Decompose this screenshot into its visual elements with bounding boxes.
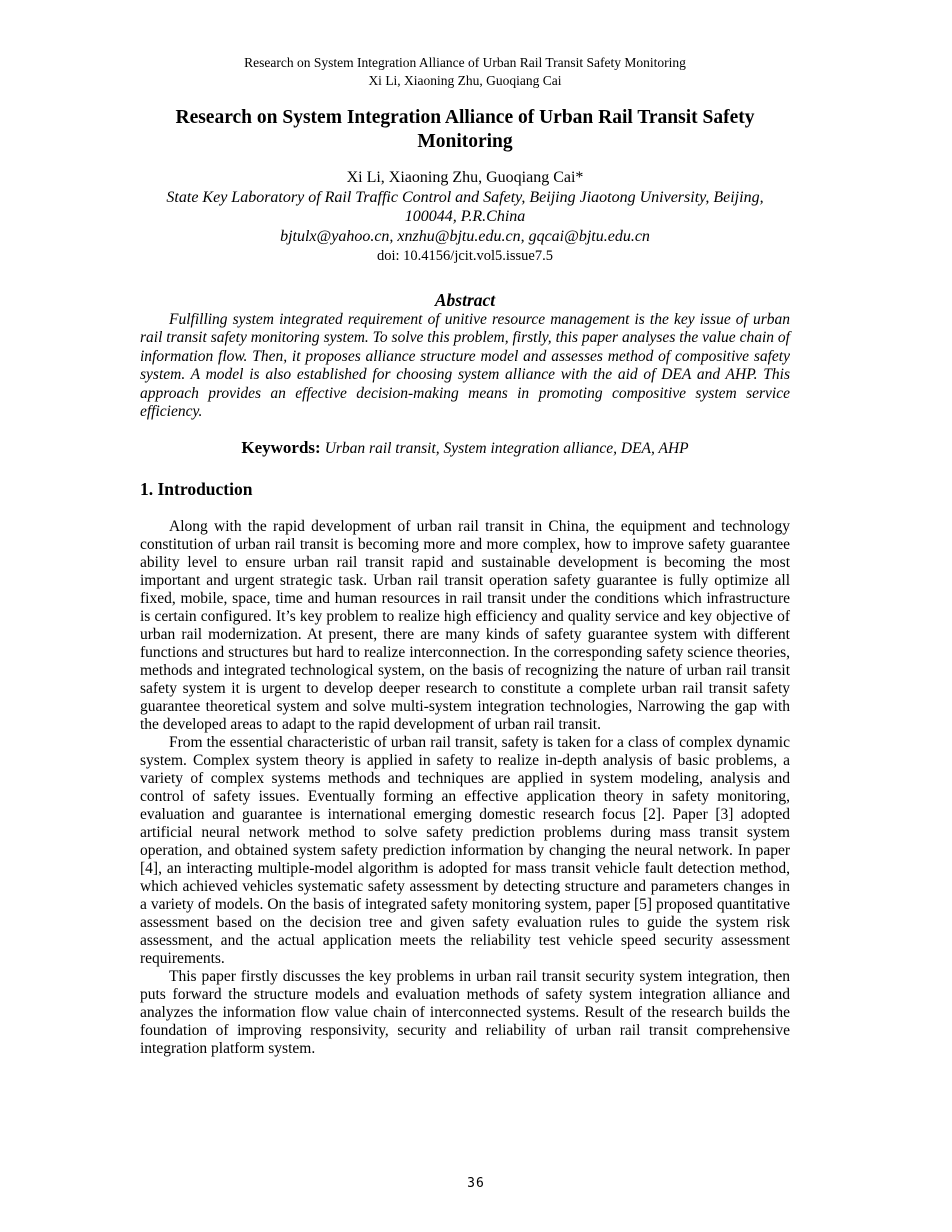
authors-line: Xi Li, Xiaoning Zhu, Guoqiang Cai* [346, 169, 584, 186]
running-head-authors: Xi Li, Xiaoning Zhu, Guoqiang Cai [368, 73, 562, 88]
page-number: 36 [467, 1176, 485, 1191]
byline-block [140, 168, 790, 267]
keywords-label: Keywords: [241, 437, 321, 457]
paper-title: Research on System Integration Alliance of Urban Rail Transit Safety Monitoring [175, 107, 755, 152]
intro-paragraph-1: Along with the rapid development of urban rail transit in China, the equipment and technology constitution of urban rail transit is becoming more and more complex, how to improve safety guarantee ability level to ensure urban rail transit rapid and sustainable development is becoming the most important and urgent strategic task. Urban rail transit operation safety guarantee is fully optimize all fixed, mobile, space, time and human resources in rail transit under the conditions which infrastructure is certain configured. It’s key problem to realize high efficiency and quality service and key objective of urban rail modernization. At present, there are many kinds of safety guarantee system with different functions and structures but hard to realize interconnection. In the corresponding safety science theories, methods and integrated technological system, on the basis of recognizing the nature of urban rail transit safety system it is urgent to develop deeper research to constitute a complete urban rail transit safety guarantee theoretical system and solve multi-system integration technologies, Narrowing the gap with the developed areas to adapt to the rapid development of urban rail transit. [140, 517, 790, 733]
page-content [140, 0, 790, 1058]
abstract-heading: Abstract [434, 289, 496, 310]
doi-line: doi: 10.4156/jcit.vol5.issue7.5 [376, 247, 553, 264]
intro-paragraph-2: From the essential characteristic of urban rail transit, safety is taken for a class of complex dynamic system. Complex system theory is applied in safety to realize in-depth analysis of basic problems, a variety of complex systems methods and techniques are applied in system modeling, analysis and control of safety issues. Eventually forming an effective application theory in safety monitoring, evaluation and guarantee is international emerging domestic research focus [2]. Paper [3] adopted artificial neural network method to solve safety prediction problems during mass transit system operation, and obtained system safety prediction information by changing the neural network. In paper [4], an interacting multiple-model algorithm is adopted for mass transit vehicle fault detection method, which achieved vehicles systematic safety assessment by detecting structure and parameters changes in a variety of models. On the basis of integrated safety monitoring system, paper [5] proposed quantitative assessment based on the decision tree and given safety evaluation rules to guide the system risk assessment, and the actual application meets the reliability test vehicle speed security assessment requirements. [140, 733, 790, 967]
abstract-text: Fulfilling system integrated requirement of unitive resource management is the key issue of urban rail transit safety monitoring system. To solve this problem, firstly, this paper analyses the value chain of information flow. Then, it proposes alliance structure model and assesses method of compositive safety system. A model is also established for choosing system alliance with the aid of DEA and AHP. This approach provides an effective decision-making means in promoting compositive system service efficiency. [140, 310, 790, 421]
affiliation-line: State Key Laboratory of Rail Traffic Control and Safety, Beijing Jiaotong University, Beijing, 100044, P.R.China [166, 188, 764, 226]
emails-line: bjtulx@yahoo.cn, xnzhu@bjtu.edu.cn, gqcai@bjtu.edu.cn [280, 228, 650, 246]
section-heading-introduction: 1. Introduction [140, 478, 253, 499]
intro-paragraph-3: This paper firstly discusses the key problems in urban rail transit security system integration, then puts forward the structure models and evaluation methods of safety system integration alliance and analyzes the information flow value chain of interconnected systems. Result of the research builds the foundation of improving responsivity, security and reliability of urban rail transit comprehensive integration platform system. [140, 967, 790, 1057]
keywords-line [140, 438, 790, 459]
running-head [140, 54, 790, 90]
keywords-text: Urban rail transit, System integration alliance, DEA, AHP [324, 439, 689, 457]
running-head-title: Research on System Integration Alliance of Urban Rail Transit Safety Monitoring [244, 55, 686, 70]
